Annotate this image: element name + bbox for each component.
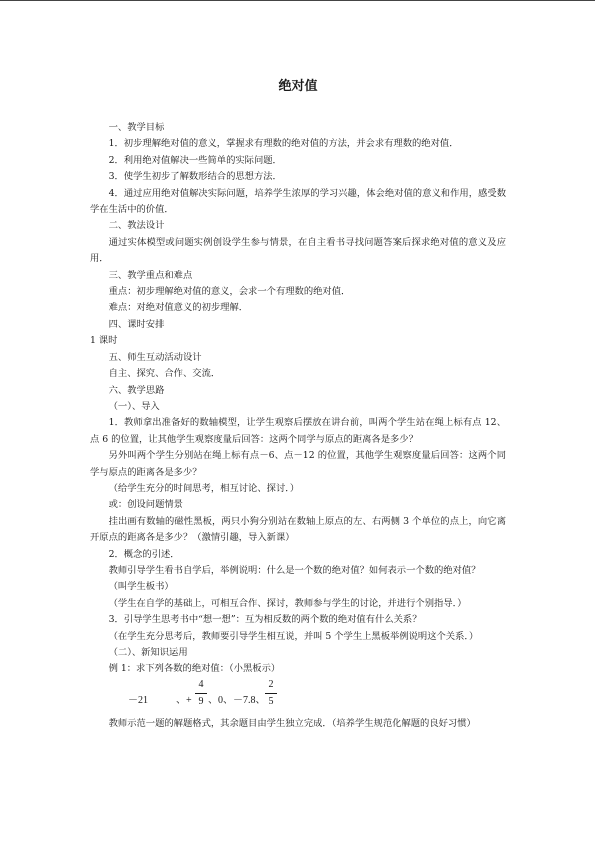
- paragraph: 教师示范一题的解题格式，其余题目由学生独立完成．（培养学生规范化解题的良好习惯）: [108, 717, 476, 729]
- paragraph: （二）、新知识运用: [108, 647, 188, 658]
- paragraph: 四、课时安排: [108, 318, 165, 330]
- paragraph: 2．概念的引述．: [108, 548, 180, 560]
- paragraph: 挂出画有数轴的磁性黑板，两只小狗分别站在数轴上原点的左、右两侧 3 个单位的点上，向它离开原点的距离各是多少？（激情引趣，导入新课）: [90, 515, 506, 544]
- paragraph: （学生在自学的基础上，可相互合作、探讨，教师参与学生的讨论，并进行个别指导．）: [108, 597, 467, 609]
- page-top-rule: [0, 0, 595, 1]
- paragraph: 2．利用绝对值解决一些简单的实际问题．: [108, 154, 282, 166]
- paragraph: 4．通过应用绝对值解决实际问题，培养学生浓厚的学习兴趣，体会绝对值的意义和作用，感受数学在生活中的价值．: [90, 187, 506, 216]
- paragraph: 三、教学重点和难点: [108, 269, 193, 281]
- paragraph: 五、师生互动活动设计: [108, 351, 202, 363]
- section-teaching-goals-to-schedule: [90, 120, 506, 333]
- paragraph: （在学生充分思考后，教师要引导学生相互说，并叫 5 个学生上黑板举例说明这个关系．）: [108, 630, 479, 642]
- fraction-denominator: 9: [198, 695, 204, 707]
- lesson-hours: 1 课时: [90, 335, 118, 347]
- paragraph: （一）、导入: [108, 400, 160, 412]
- paragraph: 重点：初步理解绝对值的意义，会求一个有理数的绝对值．: [108, 286, 351, 298]
- paragraph: 二、教法设计: [108, 220, 165, 232]
- paragraph: （给学生充分的时间思考，相互讨论、探讨．）: [108, 482, 300, 494]
- paragraph: 难点：对绝对值意义的初步理解．: [108, 302, 249, 314]
- page-title: 绝对值: [278, 79, 318, 94]
- fraction-four-ninths: [195, 678, 207, 709]
- fraction-numerator: 2: [268, 678, 274, 690]
- paragraph: 另外叫两个学生分别站在绳上标有点－6、点－12 的位置，其他学生观察度量后回答：这两个同学与原点的距离各是多少？: [90, 450, 506, 478]
- fraction-numerator: 4: [198, 678, 204, 690]
- paragraph: 3．使学生初步了解数形结合的思想方法．: [108, 171, 282, 183]
- paragraph: 3．引导学生思考书中“想一想”：互为相反数的两个数的绝对值有什么关系？: [108, 614, 422, 626]
- separator-plus: 、+: [176, 694, 192, 706]
- paragraph: 例 1：求下列各数的绝对值：（小黑板示）: [108, 663, 281, 675]
- fraction-two-fifths: [265, 678, 277, 709]
- paragraph: 1．教师拿出准备好的数轴模型，让学生观察后摆放在讲台前，叫两个学生站在绳上标有点 12、点 6 的位置，让其他学生观察度量后回答：这两个同学与原点的距离各是多少？: [90, 417, 506, 445]
- example-numbers: [90, 678, 506, 716]
- paragraph: 一、教学目标: [108, 122, 165, 133]
- section-activities-and-ideas: [90, 350, 506, 678]
- section-closing: [90, 716, 506, 732]
- paragraph: 通过实体模型或问题实例创设学生参与情景，在自主看书寻找问题答案后探求绝对值的意义及应用．: [90, 236, 506, 265]
- numbers-zero-neg-7-8: 、0、－7.8、: [208, 694, 266, 706]
- paragraph: 六、教学思路: [108, 384, 165, 396]
- paragraph: 或：创设问题情景: [108, 499, 183, 511]
- document-body: [90, 78, 506, 732]
- number-neg-21: －21: [128, 694, 148, 706]
- paragraph: （叫学生板书）: [108, 581, 174, 593]
- paragraph: 自主、探究、合作、交流．: [108, 368, 221, 380]
- fraction-denominator: 5: [268, 695, 274, 707]
- fraction-bar: [265, 693, 277, 694]
- paragraph: 1．初步理解绝对值的意义，掌握求有理数的绝对值的方法，并会求有理数的绝对值．: [108, 138, 459, 150]
- fraction-bar: [195, 693, 207, 694]
- paragraph: 教师引导学生看书自学后，举例说明：什么是一个数的绝对值？如何表示一个数的绝对值？: [108, 564, 481, 576]
